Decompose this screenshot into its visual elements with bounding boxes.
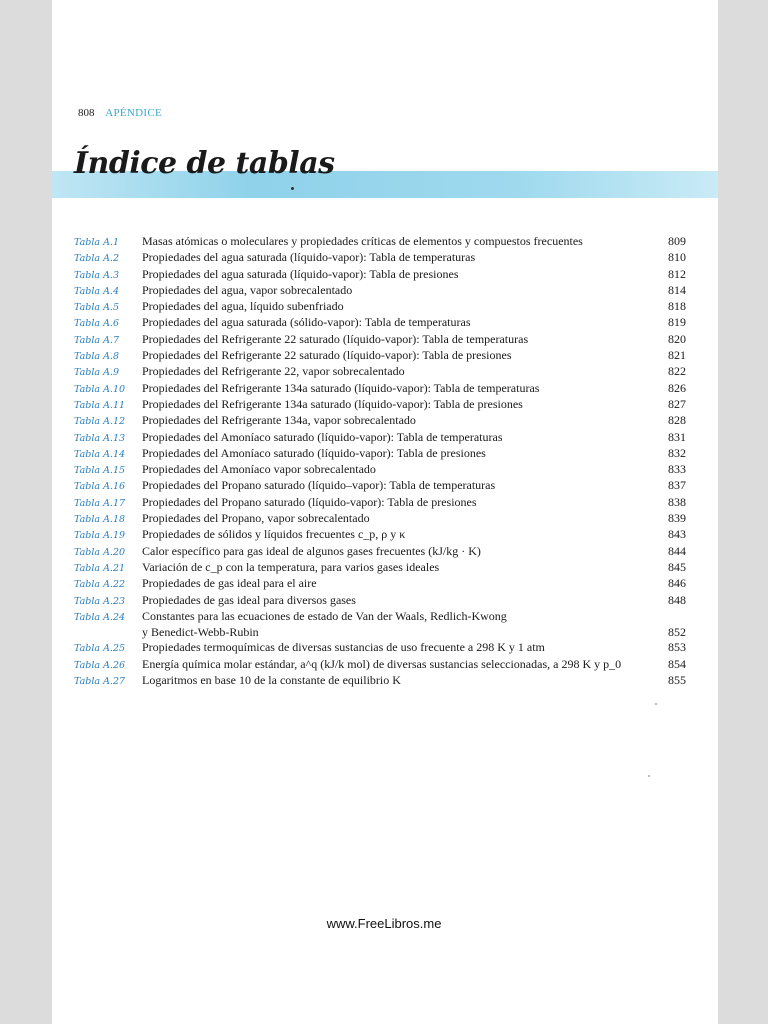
table-label: Tabla A.17 — [74, 497, 126, 509]
page-number: 808 — [78, 107, 95, 119]
toc-entry — [74, 625, 686, 640]
table-label: Tabla A.25 — [74, 643, 126, 655]
toc-entry — [74, 234, 686, 250]
toc-entry — [74, 397, 686, 413]
toc-entry — [74, 511, 686, 527]
table-label: Tabla A.15 — [74, 465, 126, 477]
table-page-number: 831 — [668, 429, 686, 444]
table-page-number: 837 — [668, 478, 686, 493]
table-page-number: 852 — [668, 625, 686, 640]
table-page-number: 855 — [668, 673, 686, 688]
toc-entry — [74, 315, 686, 331]
table-label: Tabla A.19 — [74, 530, 126, 542]
table-of-contents — [74, 234, 686, 689]
table-label: Tabla A.26 — [74, 659, 126, 671]
table-title: Propiedades del agua, líquido subenfriado — [142, 299, 344, 314]
toc-entry — [74, 283, 686, 299]
table-title: Propiedades de sólidos y líquidos frecuentes c_p, ρ y κ — [142, 527, 406, 542]
table-label: Tabla A.18 — [74, 514, 126, 526]
toc-entry — [74, 673, 686, 689]
book-page — [52, 0, 718, 1024]
table-title: Propiedades del agua, vapor sobrecalentado — [142, 282, 353, 297]
table-label: Tabla A.11 — [74, 399, 126, 411]
scan-speck — [655, 703, 657, 705]
table-page-number: 814 — [668, 282, 686, 297]
table-label: Tabla A.27 — [74, 676, 126, 688]
toc-entry — [74, 495, 686, 511]
table-label: Tabla A.24 — [74, 611, 126, 623]
table-title: Propiedades del Refrigerante 134a saturado (líquido-vapor): Tabla de presiones — [142, 396, 523, 411]
table-title: Calor específico para gas ideal de algunos gases frecuentes (kJ/kg · K) — [142, 543, 481, 558]
toc-entry — [74, 299, 686, 315]
toc-entry — [74, 413, 686, 429]
decorative-dot — [291, 187, 294, 190]
toc-entry — [74, 640, 686, 656]
toc-entry — [74, 381, 686, 397]
table-title: y Benedict-Webb-Rubin — [142, 625, 259, 640]
toc-entry — [74, 544, 686, 560]
table-label: Tabla A.1 — [74, 237, 119, 248]
toc-entry — [74, 364, 686, 380]
table-title: Energía química molar estándar, a^q (kJ/k mol) de diversas sustancias seleccionadas, a 298 K y p_0 — [142, 656, 622, 671]
table-page-number: 832 — [668, 445, 686, 460]
table-page-number: 848 — [668, 592, 686, 607]
table-title: Propiedades de gas ideal para diversos gases — [142, 592, 356, 607]
table-page-number: 838 — [668, 494, 686, 509]
table-page-number: 827 — [668, 396, 686, 411]
page-title: Índice de tablas — [74, 146, 335, 181]
toc-entry — [74, 430, 686, 446]
toc-entry — [74, 250, 686, 266]
page-header — [78, 107, 162, 119]
table-title: Propiedades termoquímicas de diversas sustancias de uso frecuente a 298 K y 1 atm — [142, 640, 545, 655]
table-page-number: 819 — [668, 315, 686, 330]
table-label: Tabla A.8 — [74, 351, 119, 363]
table-title: Propiedades del Propano saturado (líquido-vapor): Tabla de presiones — [142, 494, 477, 509]
table-label: Tabla A.5 — [74, 302, 119, 314]
toc-entry — [74, 332, 686, 348]
table-page-number: 846 — [668, 576, 686, 591]
table-page-number: 854 — [668, 656, 686, 671]
table-title: Propiedades del Amoníaco vapor sobrecalentado — [142, 462, 376, 477]
table-title: Variación de c_p con la temperatura, para varios gases ideales — [142, 559, 440, 574]
table-page-number: 826 — [668, 380, 686, 395]
table-title: Propiedades de gas ideal para el aire — [142, 576, 317, 591]
table-label: Tabla A.23 — [74, 595, 126, 607]
table-title: Propiedades del Amoníaco saturado (líquido-vapor): Tabla de presiones — [142, 445, 486, 460]
table-title: Propiedades del Refrigerante 134a saturado (líquido-vapor): Tabla de temperaturas — [142, 380, 540, 395]
table-label: Tabla A.16 — [74, 481, 126, 493]
table-title: Propiedades del Propano saturado (líquido–vapor): Tabla de temperaturas — [142, 478, 496, 493]
table-title: Propiedades del Propano, vapor sobrecalentado — [142, 511, 370, 526]
toc-entry — [74, 478, 686, 494]
table-page-number: 822 — [668, 364, 686, 379]
table-label — [74, 625, 142, 626]
table-label: Tabla A.9 — [74, 367, 119, 379]
table-title: Propiedades del agua saturada (líquido-vapor): Tabla de temperaturas — [142, 250, 476, 265]
toc-entry — [74, 593, 686, 609]
table-label: Tabla A.20 — [74, 546, 126, 558]
table-title: Propiedades del agua saturada (sólido-vapor): Tabla de temperaturas — [142, 315, 471, 330]
table-label: Tabla A.3 — [74, 269, 119, 281]
toc-entry — [74, 560, 686, 576]
table-label: Tabla A.4 — [74, 285, 119, 297]
table-page-number: 809 — [668, 234, 686, 248]
table-page-number: 828 — [668, 413, 686, 428]
table-title: Constantes para las ecuaciones de estado de Van der Waals, Redlich-Kwong — [142, 608, 507, 623]
table-page-number: 812 — [668, 266, 686, 281]
table-label: Tabla A.13 — [74, 432, 126, 444]
table-label: Tabla A.7 — [74, 334, 119, 346]
table-page-number: 853 — [668, 640, 686, 655]
table-label: Tabla A.12 — [74, 416, 126, 428]
table-title: Propiedades del Refrigerante 22 saturado (líquido-vapor): Tabla de presiones — [142, 348, 512, 363]
toc-entry — [74, 446, 686, 462]
table-page-number: 839 — [668, 511, 686, 526]
table-title: Logaritmos en base 10 de la constante de equilibrio K — [142, 673, 401, 688]
table-label: Tabla A.6 — [74, 318, 119, 330]
toc-entry — [74, 462, 686, 478]
table-title: Propiedades del Refrigerante 22 saturado (líquido-vapor): Tabla de temperaturas — [142, 331, 529, 346]
table-label: Tabla A.14 — [74, 448, 126, 460]
table-page-number: 843 — [668, 527, 686, 542]
table-page-number: 844 — [668, 543, 686, 558]
footer-website: www.FreeLibros.me — [326, 916, 442, 931]
toc-entry — [74, 609, 686, 625]
table-title: Propiedades del Amoníaco saturado (líquido-vapor): Tabla de temperaturas — [142, 429, 503, 444]
table-label: Tabla A.10 — [74, 383, 126, 395]
table-title: Masas atómicas o moleculares y propiedades críticas de elementos y compuestos frecuentes — [142, 234, 583, 248]
toc-entry — [74, 348, 686, 364]
table-page-number: 845 — [668, 559, 686, 574]
table-title: Propiedades del Refrigerante 22, vapor sobrecalentado — [142, 364, 405, 379]
toc-entry — [74, 576, 686, 592]
toc-entry — [74, 267, 686, 283]
table-page-number: 818 — [668, 299, 686, 314]
table-title: Propiedades del Refrigerante 134a, vapor sobrecalentado — [142, 413, 416, 428]
toc-entry — [74, 527, 686, 543]
section-name: APÉNDICE — [105, 107, 163, 119]
table-page-number: 821 — [668, 348, 686, 363]
table-title: Propiedades del agua saturada (líquido-vapor): Tabla de presiones — [142, 266, 459, 281]
scan-speck — [648, 775, 650, 777]
table-label: Tabla A.2 — [74, 253, 119, 265]
table-label: Tabla A.21 — [74, 562, 126, 574]
toc-entry — [74, 657, 686, 673]
table-page-number: 810 — [668, 250, 686, 265]
table-label: Tabla A.22 — [74, 579, 126, 591]
table-page-number: 833 — [668, 462, 686, 477]
table-page-number: 820 — [668, 331, 686, 346]
